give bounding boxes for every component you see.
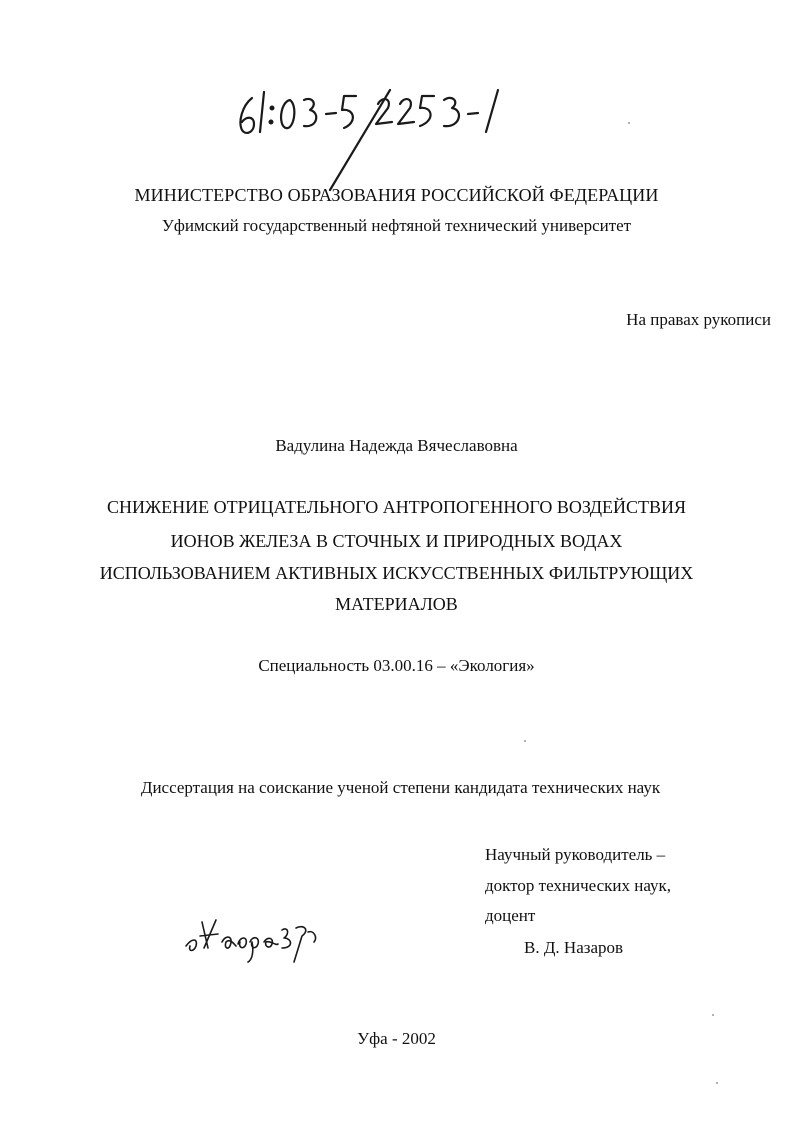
author-name: Вадулина Надежда Вячеславовна: [275, 436, 518, 455]
thesis-title-line-1: СНИЖЕНИЕ ОТРИЦАТЕЛЬНОГО АНТРОПОГЕННОГО ВОЗДЕЙСТВИЯ: [106, 497, 687, 517]
thesis-title-line-2: ИОНОВ ЖЕЛЕЗА В СТОЧНЫХ И ПРИРОДНЫХ ВОДАХ: [170, 531, 623, 551]
degree-statement: Диссертация на соискание ученой степени кандидата технических наук: [140, 778, 661, 797]
advisor-role: Научный руководитель –: [485, 845, 666, 864]
manuscript-rights-note: На правах рукописи: [626, 310, 771, 329]
thesis-title-line-4: МАТЕРИАЛОВ: [335, 594, 458, 614]
handwritten-signature: [178, 908, 338, 968]
specialty-line: Специальность 03.00.16 – «Экология»: [258, 656, 535, 675]
scan-speck: [628, 122, 630, 124]
scan-speck: [716, 1082, 718, 1084]
city-and-year: Уфа - 2002: [357, 1029, 436, 1048]
scan-speck: [524, 740, 526, 742]
university-name: Уфимский государственный нефтяной технический университет: [161, 216, 632, 235]
advisor-degree: доктор технических наук,: [485, 876, 672, 895]
advisor-rank: доцент: [485, 906, 536, 925]
advisor-name: В. Д. Назаров: [524, 938, 624, 957]
ministry-heading: МИНИСТЕРСТВО ОБРАЗОВАНИЯ РОССИЙСКОЙ ФЕДЕРАЦИИ: [134, 185, 659, 205]
thesis-title-line-3: ИСПОЛЬЗОВАНИЕМ АКТИВНЫХ ИСКУССТВЕННЫХ ФИЛЬТРУЮЩИХ: [99, 563, 694, 583]
scan-speck: [712, 1014, 714, 1016]
